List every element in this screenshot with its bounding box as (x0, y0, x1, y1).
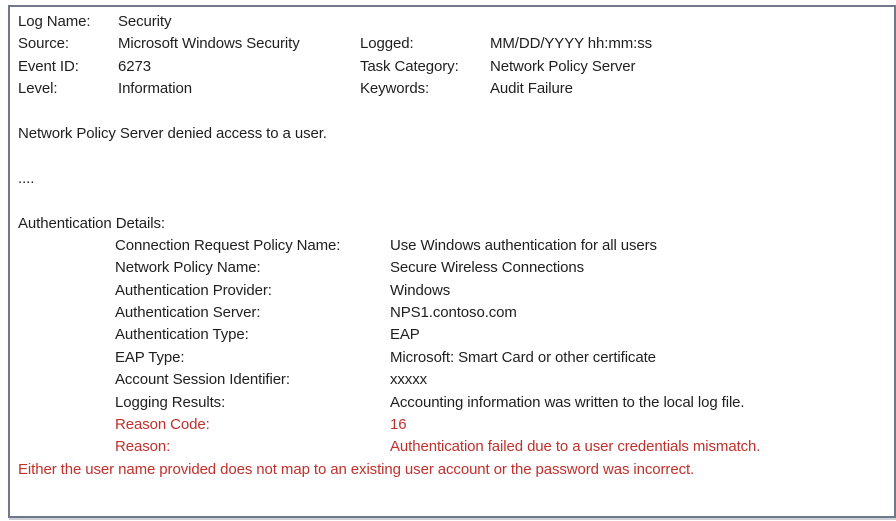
detail-label: Network Policy Name: (115, 259, 261, 277)
detail-row-reason-code (18, 414, 894, 436)
source-label: Source: (18, 35, 69, 53)
detail-value: EAP (390, 326, 420, 344)
log-name-value: Security (118, 13, 172, 30)
detail-row-network-policy-name (18, 257, 894, 279)
detail-label: Authentication Provider: (115, 281, 272, 299)
header-label-2 (360, 11, 490, 33)
header-row-event-id (18, 56, 894, 78)
logged-label: Logged: (360, 35, 414, 53)
reason-code-value: 16 (390, 416, 407, 434)
reason-code-label: Reason Code: (115, 416, 210, 434)
detail-value: Microsoft: Smart Card or other certificate (390, 348, 656, 366)
detail-row-account-session-identifier (18, 369, 894, 391)
detail-value: Use Windows authentication for all users (390, 236, 657, 254)
source-value: Microsoft Windows Security (118, 35, 300, 53)
log-name-label: Log Name: (18, 13, 91, 30)
header-row-log-name (18, 11, 894, 33)
auth-details-heading: Authentication Details: (18, 214, 165, 232)
detail-row-reason (18, 436, 894, 458)
detail-row-authentication-type (18, 324, 894, 346)
event-id-value: 6273 (118, 57, 151, 75)
task-category-label: Task Category: (360, 57, 459, 75)
detail-label: EAP Type: (115, 348, 185, 366)
task-category-value: Network Policy Server (490, 57, 636, 75)
event-id-label: Event ID: (18, 57, 79, 75)
level-value: Information (118, 80, 192, 98)
detail-row-authentication-server (18, 302, 894, 324)
detail-row-authentication-provider (18, 280, 894, 302)
keywords-value: Audit Failure (490, 80, 573, 98)
detail-label: Authentication Type: (115, 326, 249, 344)
detail-label: Account Session Identifier: (115, 371, 290, 389)
header-row-level (18, 78, 894, 100)
keywords-label: Keywords: (360, 80, 430, 98)
detail-value: Secure Wireless Connections (390, 259, 585, 277)
detail-label: Authentication Server: (115, 304, 261, 322)
detail-row-logging-results (18, 392, 894, 414)
detail-label: Connection Request Policy Name: (115, 236, 341, 254)
detail-value: NPS1.contoso.com (390, 304, 517, 322)
detail-value: Accounting information was written to the local log file. (390, 393, 745, 411)
logged-value: MM/DD/YYYY hh:mm:ss (490, 35, 653, 53)
event-log-panel (8, 5, 896, 518)
detail-row-eap-type (18, 347, 894, 369)
detail-value: Windows (390, 281, 451, 299)
reason-explanation-text: Either the user name provided does not map to an existing user account or the password was incorrect. (18, 460, 695, 478)
reason-label: Reason: (115, 438, 171, 456)
ellipsis-text: .... (18, 169, 35, 187)
detail-label: Logging Results: (115, 393, 226, 411)
level-label: Level: (18, 80, 58, 98)
reason-value: Authentication failed due to a user credentials mismatch. (390, 438, 761, 456)
event-description: Network Policy Server denied access to a user. (18, 124, 327, 142)
header-value-2 (490, 11, 894, 33)
header-row-source (18, 33, 894, 55)
detail-value: xxxxx (390, 371, 428, 389)
detail-row-connection-request-policy (18, 235, 894, 257)
